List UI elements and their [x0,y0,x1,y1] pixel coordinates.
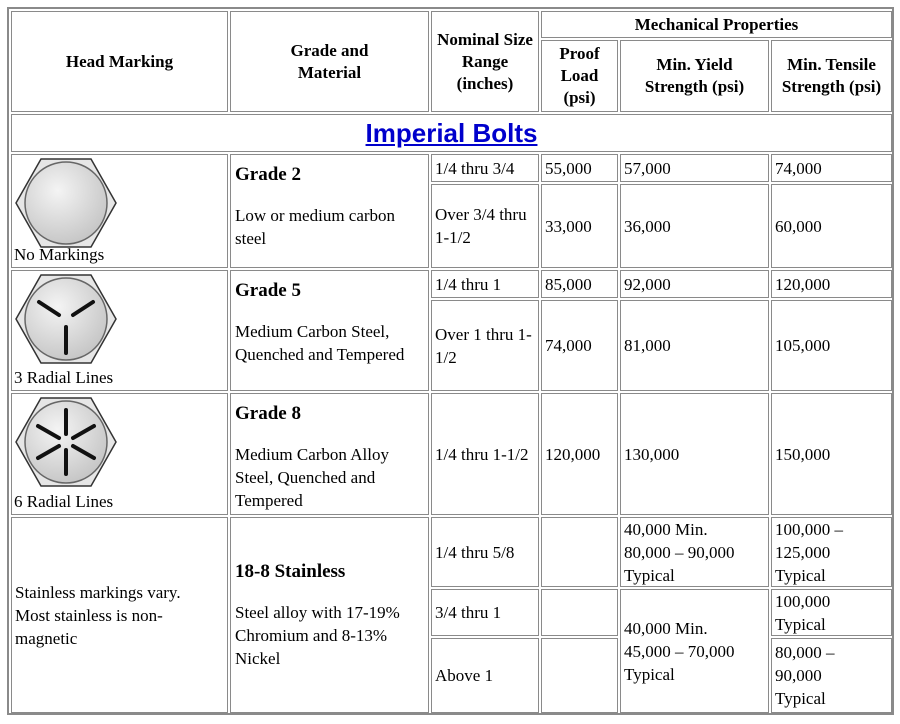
header-min-yield-text: Min. Yield Strength (psi) [644,55,745,96]
header-mechanical-properties-text: Mechanical Properties [634,14,799,34]
hex-head-no-markings-icon [14,157,118,249]
proof-load [541,638,618,713]
proof-load: 74,000 [541,300,618,391]
size-range: 1/4 thru 3/4 [431,154,539,182]
header-min-tensile-text: Min. Tensile Strength (psi) [781,55,882,96]
grade-material: Steel alloy with 17-19% Chromium and 8-13% Nickel [235,603,400,668]
min-tensile: 105,000 [771,300,892,391]
marking-label: 6 Radial Lines [14,492,114,511]
section-title-link[interactable]: Imperial Bolts [365,117,538,148]
grade-cell-grade-8 [230,393,429,515]
grade-name: 18-8 Stainless [235,561,346,582]
min-tensile: 60,000 [771,184,892,268]
min-yield: 40,000 Min. 80,000 – 90,000 Typical [620,517,769,587]
header-head-marking [11,11,228,112]
min-tensile: 80,000 – 90,000 Typical [771,638,892,713]
imperial-bolts-table [7,7,894,715]
proof-load: 85,000 [541,270,618,298]
header-grade-material [230,11,429,112]
min-tensile: 100,000 Typical [771,589,892,636]
size-range: 3/4 thru 1 [431,589,539,636]
min-tensile: 120,000 [771,270,892,298]
header-nominal-size-text: Nominal Size Range (inches) [437,29,533,93]
marking-label: Stainless markings vary. Most stainless is non-magnetic [15,582,181,648]
grade-cell-grade-2 [230,154,429,268]
marking-label: No Markings [14,245,105,264]
proof-load: 55,000 [541,154,618,182]
min-tensile: 100,000 – 125,000 Typical [771,517,892,587]
grade-name: Grade 2 [235,164,301,185]
min-yield: 81,000 [620,300,769,391]
header-proof-load [541,40,618,112]
size-range: 1/4 thru 1-1/2 [431,393,539,515]
proof-load: 120,000 [541,393,618,515]
grade-name: Grade 5 [235,280,301,301]
header-mechanical-properties [541,11,892,38]
size-range: 1/4 thru 5/8 [431,517,539,587]
header-grade-material-text: Grade and Material [290,40,369,82]
grade-name: Grade 8 [235,403,301,424]
marking-label: 3 Radial Lines [14,368,114,387]
grade-material: Medium Carbon Steel, Quenched and Tempered [235,322,405,364]
size-range: 1/4 thru 1 [431,270,539,298]
head-marking-grade-8 [11,393,228,515]
header-min-yield [620,40,769,112]
grade-cell-grade-5 [230,270,429,391]
header-proof-load-text: Proof Load (psi) [559,44,600,107]
header-head-marking-text: Head Marking [65,51,174,71]
size-range: Above 1 [431,638,539,713]
min-tensile: 150,000 [771,393,892,515]
min-yield: 36,000 [620,184,769,268]
hex-head-6-radial-lines-icon [14,396,118,488]
section-title-cell [11,114,892,152]
header-min-tensile [771,40,892,112]
head-marking-grade-5 [11,270,228,391]
proof-load [541,517,618,587]
head-marking-grade-2 [11,154,228,268]
min-yield: 57,000 [620,154,769,182]
proof-load [541,589,618,636]
size-range: Over 3/4 thru 1-1/2 [431,184,539,268]
min-tensile: 74,000 [771,154,892,182]
grade-material: Medium Carbon Alloy Steel, Quenched and Tempered [235,445,389,510]
grade-cell-stainless [230,517,429,713]
min-yield: 130,000 [620,393,769,515]
proof-load: 33,000 [541,184,618,268]
header-nominal-size [431,11,539,112]
head-marking-stainless [11,517,228,713]
grade-material: Low or medium carbon steel [235,206,396,248]
hex-head-3-radial-lines-icon [14,273,118,365]
min-yield: 40,000 Min. 45,000 – 70,000 Typical [620,589,769,713]
size-range: Over 1 thru 1-1/2 [431,300,539,391]
min-yield: 92,000 [620,270,769,298]
